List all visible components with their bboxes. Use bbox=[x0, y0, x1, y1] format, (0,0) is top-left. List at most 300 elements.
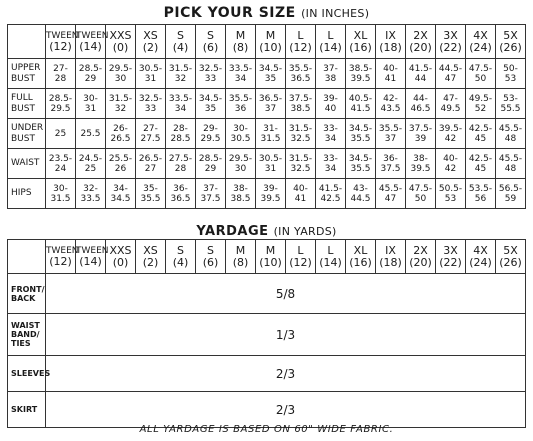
size-name: 3X bbox=[443, 28, 458, 42]
yardage-header-corner bbox=[8, 240, 46, 274]
measurement-label-line: HIPS bbox=[11, 188, 32, 198]
measurement-value-line: 25 bbox=[84, 163, 97, 174]
measurement-value bbox=[496, 89, 526, 119]
measurement-value-line: 38.5- bbox=[348, 63, 373, 74]
measurement-value-line: 34.5 bbox=[110, 193, 131, 204]
measurement-value-line: 42 bbox=[444, 163, 457, 174]
size-name: TWEEN bbox=[76, 245, 109, 256]
measurement-value-line: 33 bbox=[204, 73, 217, 84]
size-size-header bbox=[436, 25, 466, 59]
measurement-value bbox=[46, 59, 76, 89]
measurement-value-line: 30- bbox=[83, 93, 98, 104]
measurement-value-line: 32.5 bbox=[290, 133, 311, 144]
measurement-value-line: 41 bbox=[294, 193, 307, 204]
measurement-value bbox=[346, 89, 376, 119]
measurement-value-line: 55.5 bbox=[500, 103, 521, 114]
measurement-value-line: 40- bbox=[443, 153, 458, 164]
measurement-value-line: 42.5 bbox=[320, 193, 341, 204]
measurement-value-line: 45.5- bbox=[498, 123, 523, 134]
yardage-size-header bbox=[46, 240, 79, 274]
size-header-row bbox=[8, 25, 526, 59]
size-number: (22) bbox=[439, 40, 462, 54]
yardage-row bbox=[8, 356, 526, 392]
measurement-value-line: 26.5- bbox=[138, 153, 163, 164]
measurement-value-line: 44- bbox=[413, 93, 428, 104]
measurement-value-line: 31.5- bbox=[108, 93, 133, 104]
measurement-label-line: UPPER bbox=[11, 62, 41, 73]
measurement-value-line: 33.5 bbox=[80, 193, 101, 204]
size-size-header bbox=[406, 25, 436, 59]
measurement-value-line: 30 bbox=[114, 73, 127, 84]
size-number: (10) bbox=[259, 255, 282, 269]
size-number: (26) bbox=[499, 255, 522, 269]
measurement-value-line: 52 bbox=[474, 103, 487, 114]
size-name: L bbox=[297, 243, 304, 257]
measurement-value-line: 50.5- bbox=[438, 183, 463, 194]
size-number: (6) bbox=[202, 255, 219, 269]
size-chart-subtitle: (IN INCHES) bbox=[301, 7, 370, 20]
measurement-value-line: 24 bbox=[54, 163, 67, 174]
measurement-value-line: 32.5- bbox=[198, 63, 223, 74]
yardage-title bbox=[0, 224, 533, 239]
measurement-value-line: 47- bbox=[443, 93, 458, 104]
measurement-row bbox=[8, 179, 526, 209]
measurement-value-line: 56.5- bbox=[498, 183, 523, 194]
size-size-header bbox=[106, 25, 136, 59]
size-number: (16) bbox=[349, 40, 372, 54]
measurement-value-line: 36- bbox=[173, 183, 188, 194]
measurement-label bbox=[8, 89, 46, 119]
measurement-value-line: 48 bbox=[504, 163, 517, 174]
measurement-value-line: 37 bbox=[384, 133, 397, 144]
measurement-value-line: 26- bbox=[113, 123, 128, 134]
size-number: (14) bbox=[319, 40, 342, 54]
measurement-value-line: 37.5- bbox=[408, 123, 433, 134]
size-number: (12) bbox=[49, 254, 72, 268]
measurement-value-line: 27.5 bbox=[140, 133, 161, 144]
measurement-label-line: BUST bbox=[11, 133, 35, 144]
measurement-value-line: 45 bbox=[474, 163, 487, 174]
size-name: XL bbox=[353, 28, 368, 42]
size-name: S bbox=[177, 28, 184, 42]
size-number: (14) bbox=[319, 255, 342, 269]
measurement-value bbox=[226, 149, 256, 179]
measurement-value-line: 37- bbox=[323, 63, 338, 74]
size-name: S bbox=[207, 243, 214, 257]
measurement-value-line: 34- bbox=[113, 183, 128, 194]
measurement-value-line: 38.5 bbox=[230, 193, 251, 204]
measurement-label-line: FULL bbox=[11, 92, 33, 103]
measurement-value bbox=[316, 59, 346, 89]
measurement-value-line: 32.5- bbox=[138, 93, 163, 104]
measurement-value-line: 42- bbox=[383, 93, 398, 104]
measurement-value bbox=[226, 59, 256, 89]
measurement-value-line: 33.5- bbox=[228, 63, 253, 74]
size-chart-title bbox=[0, 5, 533, 21]
size-name: 2X bbox=[413, 243, 428, 257]
measurement-value-line: 25.5 bbox=[80, 128, 101, 139]
size-number: (6) bbox=[202, 40, 219, 54]
measurement-value bbox=[376, 119, 406, 149]
size-number: (12) bbox=[49, 39, 72, 53]
measurement-value-line: 35 bbox=[264, 73, 277, 84]
yardage-label-line: FRONT/ bbox=[11, 284, 45, 294]
measurement-value-line: 34 bbox=[174, 103, 187, 114]
size-number: (10) bbox=[259, 40, 282, 54]
measurement-value-line: 29.5 bbox=[50, 103, 71, 114]
measurement-value-line: 31.5- bbox=[288, 123, 313, 134]
measurement-value bbox=[376, 59, 406, 89]
measurement-value-line: 29.5- bbox=[108, 63, 133, 74]
measurement-value-line: 36.5 bbox=[290, 73, 311, 84]
yardage-label bbox=[8, 314, 46, 356]
measurement-value bbox=[496, 179, 526, 209]
size-size-header bbox=[226, 25, 256, 59]
measurement-value-line: 25.5- bbox=[108, 153, 133, 164]
measurement-value bbox=[76, 59, 106, 89]
measurement-label bbox=[8, 179, 46, 209]
measurement-value-line: 42 bbox=[444, 133, 457, 144]
size-name: L bbox=[327, 28, 334, 42]
measurement-value-line: 44.5- bbox=[438, 63, 463, 74]
measurement-value bbox=[376, 149, 406, 179]
size-size-header bbox=[76, 25, 109, 59]
measurement-value-line: 48 bbox=[504, 133, 517, 144]
size-size-header bbox=[166, 25, 196, 59]
yardage-label-line: SKIRT bbox=[11, 405, 38, 414]
measurement-value-line: 45.5- bbox=[498, 153, 523, 164]
measurement-value-line: 29 bbox=[204, 163, 217, 174]
size-number: (22) bbox=[439, 255, 462, 269]
measurement-value-line: 53.5- bbox=[468, 183, 493, 194]
measurement-value bbox=[406, 119, 436, 149]
measurement-value bbox=[106, 119, 136, 149]
measurement-value bbox=[166, 179, 196, 209]
measurement-value bbox=[436, 179, 466, 209]
measurement-value-line: 35.5- bbox=[288, 63, 313, 74]
measurement-value-line: 46.5 bbox=[410, 103, 431, 114]
measurement-value-line: 39.5 bbox=[350, 73, 371, 84]
measurement-value-line: 45.5- bbox=[378, 183, 403, 194]
measurement-value bbox=[196, 119, 226, 149]
measurement-value-line: 39.5- bbox=[438, 123, 463, 134]
yardage-label-line: BAND/ bbox=[11, 330, 40, 339]
yardage-size-header bbox=[376, 240, 406, 274]
measurement-value-line: 47.5- bbox=[468, 63, 493, 74]
measurement-value-line: 39- bbox=[323, 93, 338, 104]
measurement-value bbox=[466, 59, 496, 89]
yardage-label bbox=[8, 274, 46, 314]
measurement-value bbox=[46, 179, 76, 209]
measurement-value-line: 26.5 bbox=[110, 133, 131, 144]
measurement-value-line: 39 bbox=[414, 133, 427, 144]
measurement-value-line: 37 bbox=[264, 103, 277, 114]
size-name: 4X bbox=[473, 243, 488, 257]
yardage-value: 1/3 bbox=[46, 314, 526, 356]
measurement-value-line: 49.5 bbox=[440, 103, 461, 114]
measurement-value bbox=[136, 89, 166, 119]
measurement-value-line: 27- bbox=[53, 63, 68, 74]
measurement-value bbox=[256, 89, 286, 119]
size-size-header bbox=[316, 25, 346, 59]
measurement-value bbox=[226, 119, 256, 149]
measurement-value-line: 23.5- bbox=[48, 153, 73, 164]
measurement-value-line: 40- bbox=[383, 63, 398, 74]
measurement-value-line: 30.5- bbox=[258, 153, 283, 164]
measurement-value bbox=[76, 149, 106, 179]
measurement-value bbox=[496, 149, 526, 179]
measurement-value bbox=[256, 119, 286, 149]
measurement-value-line: 35 bbox=[204, 103, 217, 114]
measurement-value-line: 32 bbox=[114, 103, 127, 114]
measurement-value-line: 35.5 bbox=[350, 133, 371, 144]
yardage-row bbox=[8, 274, 526, 314]
measurement-value-line: 29- bbox=[203, 123, 218, 134]
measurement-value bbox=[466, 179, 496, 209]
measurement-label bbox=[8, 119, 46, 149]
yardage-size-header bbox=[136, 240, 166, 274]
measurement-value-line: 25 bbox=[54, 128, 67, 139]
yardage-label bbox=[8, 356, 51, 392]
measurement-row bbox=[8, 59, 526, 89]
measurement-value bbox=[286, 59, 316, 89]
measurement-value-line: 40.5- bbox=[348, 93, 373, 104]
measurement-value-line: 59 bbox=[504, 193, 517, 204]
size-name: M bbox=[235, 28, 246, 42]
measurement-value bbox=[466, 89, 496, 119]
yardage-table bbox=[7, 239, 526, 428]
yardage-subtitle: (IN YARDS) bbox=[273, 225, 337, 238]
size-name: XS bbox=[143, 243, 158, 257]
measurement-value bbox=[106, 179, 136, 209]
measurement-row bbox=[8, 119, 526, 149]
measurement-value bbox=[466, 119, 496, 149]
size-name: TWEEN bbox=[76, 30, 109, 41]
measurement-value bbox=[376, 179, 406, 209]
measurement-value-line: 31.5 bbox=[50, 193, 71, 204]
measurement-value-line: 39.5 bbox=[260, 193, 281, 204]
measurement-value-line: 28.5- bbox=[198, 153, 223, 164]
measurement-value bbox=[316, 119, 346, 149]
measurement-value-line: 35.5- bbox=[378, 123, 403, 134]
measurement-value bbox=[106, 149, 136, 179]
yardage-size-header bbox=[226, 240, 256, 274]
measurement-value-line: 31.5- bbox=[288, 153, 313, 164]
size-chart-title-text: PICK YOUR SIZE bbox=[163, 5, 296, 21]
size-name: L bbox=[297, 28, 304, 42]
yardage-value: 2/3 bbox=[46, 356, 526, 392]
measurement-value bbox=[436, 119, 466, 149]
measurement-value-line: 42.5- bbox=[468, 123, 493, 134]
measurement-value bbox=[466, 149, 496, 179]
measurement-value-line: 28.5- bbox=[78, 63, 103, 74]
measurement-value-line: 53 bbox=[504, 73, 517, 84]
size-name: M bbox=[265, 243, 276, 257]
size-name: IX bbox=[385, 243, 396, 257]
measurement-value-line: 40- bbox=[293, 183, 308, 194]
measurement-value-line: 35- bbox=[143, 183, 158, 194]
size-number: (8) bbox=[232, 255, 249, 269]
size-number: (20) bbox=[409, 40, 432, 54]
measurement-value bbox=[316, 149, 346, 179]
size-number: (0) bbox=[112, 40, 129, 54]
yardage-row bbox=[8, 392, 526, 428]
measurement-value bbox=[436, 149, 466, 179]
measurement-value-line: 32- bbox=[83, 183, 98, 194]
size-number: (18) bbox=[379, 255, 402, 269]
measurement-value-line: 38.5 bbox=[290, 103, 311, 114]
measurement-value-line: 53- bbox=[503, 93, 518, 104]
measurement-value bbox=[286, 149, 316, 179]
measurement-value-line: 36.5 bbox=[170, 193, 191, 204]
measurement-value-line: 27- bbox=[143, 123, 158, 134]
size-number: (14) bbox=[79, 39, 102, 53]
measurement-value-line: 34.5- bbox=[258, 63, 283, 74]
yardage-row bbox=[8, 314, 526, 356]
size-name: S bbox=[177, 243, 184, 257]
measurement-value-line: 31- bbox=[263, 123, 278, 134]
measurement-value-line: 34.5- bbox=[198, 93, 223, 104]
measurement-value bbox=[346, 119, 376, 149]
measurement-value-line: 28 bbox=[174, 163, 187, 174]
measurement-value bbox=[76, 179, 106, 209]
measurement-value-line: 50- bbox=[503, 63, 518, 74]
measurement-value bbox=[346, 59, 376, 89]
measurement-value bbox=[166, 89, 196, 119]
measurement-value-line: 30.5- bbox=[138, 63, 163, 74]
measurement-value-line: 41.5- bbox=[318, 183, 343, 194]
measurement-label-line: WAIST bbox=[11, 158, 40, 168]
size-size-header bbox=[466, 25, 496, 59]
measurement-value-line: 28- bbox=[173, 123, 188, 134]
measurement-value-line: 47 bbox=[444, 73, 457, 84]
measurement-value-line: 38- bbox=[233, 183, 248, 194]
measurement-value bbox=[136, 149, 166, 179]
yardage-label-line: BACK bbox=[11, 293, 36, 303]
measurement-value bbox=[406, 179, 436, 209]
measurement-value-line: 35.5 bbox=[350, 163, 371, 174]
measurement-value-line: 42.5- bbox=[468, 153, 493, 164]
yardage-size-header bbox=[316, 240, 346, 274]
measurement-row bbox=[8, 149, 526, 179]
measurement-value bbox=[256, 179, 286, 209]
measurement-value-line: 36- bbox=[383, 153, 398, 164]
measurement-value bbox=[46, 149, 76, 179]
measurement-value-line: 43.5 bbox=[380, 103, 401, 114]
measurement-value-line: 30 bbox=[234, 163, 247, 174]
measurement-value-line: 38- bbox=[413, 153, 428, 164]
measurement-value-line: 31 bbox=[84, 103, 97, 114]
measurement-label-line: BUST bbox=[11, 73, 35, 84]
measurement-value-line: 30- bbox=[53, 183, 68, 194]
measurement-value-line: 37.5 bbox=[380, 163, 401, 174]
measurement-value-line: 49.5- bbox=[468, 93, 493, 104]
yardage-size-header bbox=[466, 240, 496, 274]
yardage-size-header bbox=[286, 240, 316, 274]
measurement-value bbox=[406, 89, 436, 119]
measurement-value-line: 44.5 bbox=[350, 193, 371, 204]
measurement-value-line: 53 bbox=[444, 193, 457, 204]
yardage-size-header bbox=[346, 240, 376, 274]
size-name: S bbox=[207, 28, 214, 42]
yardage-size-header bbox=[256, 240, 286, 274]
size-name: M bbox=[235, 243, 246, 257]
measurement-value-line: 24.5- bbox=[78, 153, 103, 164]
size-name: 5X bbox=[503, 28, 518, 42]
size-size-header bbox=[46, 25, 79, 59]
measurement-value-line: 33 bbox=[144, 103, 157, 114]
measurement-value-line: 31.5 bbox=[260, 133, 281, 144]
measurement-value bbox=[136, 119, 166, 149]
measurement-label bbox=[8, 149, 46, 179]
size-size-header bbox=[256, 25, 286, 59]
measurement-value-line: 27.5- bbox=[168, 153, 193, 164]
measurement-value-line: 50 bbox=[474, 73, 487, 84]
yardage-header-row bbox=[8, 240, 526, 274]
measurement-value-line: 31 bbox=[264, 163, 277, 174]
measurement-value-line: 29.5- bbox=[228, 153, 253, 164]
size-number: (4) bbox=[172, 40, 189, 54]
size-number: (26) bbox=[499, 40, 522, 54]
measurement-value-line: 41 bbox=[384, 73, 397, 84]
measurement-value-line: 45 bbox=[474, 133, 487, 144]
measurement-value-line: 31.5- bbox=[168, 63, 193, 74]
measurement-value-line: 50 bbox=[414, 193, 427, 204]
yardage-label bbox=[8, 392, 46, 428]
yardage-size-header bbox=[76, 240, 109, 274]
measurement-value bbox=[196, 89, 226, 119]
measurement-value bbox=[46, 89, 76, 119]
measurement-value bbox=[286, 119, 316, 149]
size-name: TWEEN bbox=[46, 30, 79, 41]
measurement-value-line: 33- bbox=[323, 123, 338, 134]
size-number: (12) bbox=[289, 40, 312, 54]
measurement-value-line: 29 bbox=[84, 73, 97, 84]
measurement-value-line: 34.5- bbox=[348, 153, 373, 164]
measurement-value-line: 35.5- bbox=[228, 93, 253, 104]
size-number: (24) bbox=[469, 40, 492, 54]
size-name: 4X bbox=[473, 28, 488, 42]
measurement-value bbox=[136, 59, 166, 89]
size-number: (12) bbox=[289, 255, 312, 269]
measurement-value-line: 32 bbox=[174, 73, 187, 84]
measurement-value-line: 29.5 bbox=[200, 133, 221, 144]
size-number: (4) bbox=[172, 255, 189, 269]
measurement-value-line: 43- bbox=[353, 183, 368, 194]
measurement-value-line: 37.5- bbox=[288, 93, 313, 104]
measurement-value-line: 33- bbox=[323, 153, 338, 164]
size-size-header bbox=[496, 25, 526, 59]
yardage-size-header bbox=[196, 240, 226, 274]
measurement-value-line: 40 bbox=[324, 103, 337, 114]
measurement-value bbox=[436, 59, 466, 89]
measurement-value-line: 38 bbox=[324, 73, 337, 84]
measurement-value-line: 27 bbox=[144, 163, 157, 174]
measurement-value bbox=[196, 149, 226, 179]
measurement-row bbox=[8, 89, 526, 119]
measurement-value bbox=[436, 89, 466, 119]
measurement-value-line: 34 bbox=[324, 163, 337, 174]
measurement-value-line: 34 bbox=[324, 133, 337, 144]
size-name: IX bbox=[385, 28, 396, 42]
measurement-value bbox=[316, 179, 346, 209]
measurement-label-line: BUST bbox=[11, 103, 35, 114]
size-name: XS bbox=[143, 28, 158, 42]
measurement-value-line: 56 bbox=[474, 193, 487, 204]
size-name: XXS bbox=[109, 28, 132, 42]
measurement-value bbox=[166, 149, 196, 179]
size-number: (2) bbox=[142, 40, 159, 54]
